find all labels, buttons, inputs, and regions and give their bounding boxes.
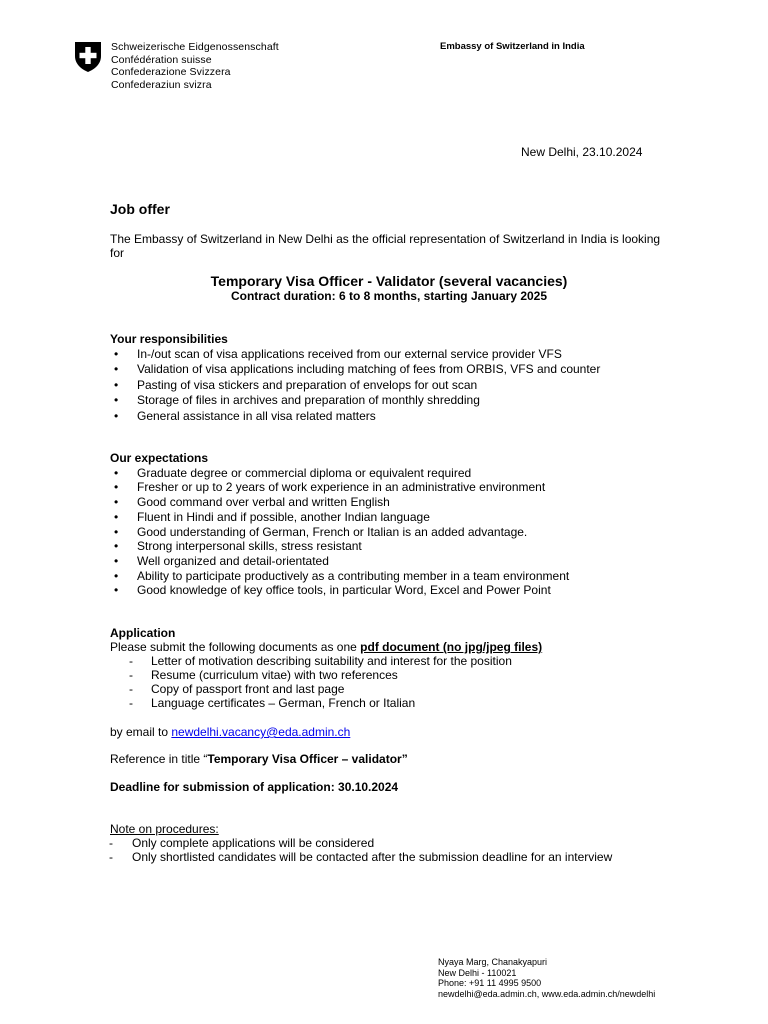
list-item: - Copy of passport front and last page xyxy=(129,682,345,696)
list-item: • Fresher or up to 2 years of work experience in an administrative environment xyxy=(114,480,546,495)
list-item: - Language certificates – German, French or Italian xyxy=(129,696,416,710)
email-line: by email to newdelhi.vacancy@eda.admin.ch xyxy=(110,725,351,739)
position-title-block xyxy=(110,273,668,303)
embassy-address-footer xyxy=(438,957,655,999)
bullet-icon: • xyxy=(114,377,119,392)
vacancy-email-link[interactable]: newdelhi.vacancy@eda.admin.ch xyxy=(171,725,351,739)
list-item: • Strong interpersonal skills, stress resistant xyxy=(114,539,362,554)
responsibilities-list xyxy=(110,347,600,425)
list-item: - Only shortlisted candidates will be contacted after the submission deadline for an interview xyxy=(109,850,613,864)
dash-icon: - xyxy=(129,668,133,682)
address-city: New Delhi - 110021 xyxy=(438,967,517,978)
responsibilities-heading: Your responsibilities xyxy=(110,332,228,346)
reference-line: Reference in title “Temporary Visa Officer – validator” xyxy=(110,752,408,766)
document-date: New Delhi, 23.10.2024 xyxy=(521,145,643,159)
application-section xyxy=(110,626,542,710)
contract-duration: Contract duration: 6 to 8 months, starting January 2025 xyxy=(230,289,548,303)
confederation-line-rm: Confederaziun svizra xyxy=(111,78,212,91)
reference-title: Temporary Visa Officer – validator” xyxy=(207,752,408,766)
note-heading: Note on procedures: xyxy=(110,822,219,836)
bullet-icon: • xyxy=(114,524,119,539)
list-item: • Good understanding of German, French or Italian is an added advantage. xyxy=(114,524,528,539)
bullet-icon: • xyxy=(114,509,119,524)
list-item: • Good knowledge of key office tools, in particular Word, Excel and Power Point xyxy=(114,583,551,598)
bullet-icon: • xyxy=(114,346,119,361)
confederation-line-fr: Confédération suisse xyxy=(111,53,212,66)
swiss-emblem-logo xyxy=(74,41,102,78)
bullet-icon: • xyxy=(114,583,119,598)
address-phone: Phone: +91 11 4995 9500 xyxy=(438,978,542,988)
confederation-line-it: Confederazione Svizzera xyxy=(111,66,231,78)
confederation-names xyxy=(111,41,279,91)
submit-instructions: Please submit the following documents as one pdf document (no jpg/jpeg files) xyxy=(110,640,543,654)
bullet-icon: • xyxy=(114,495,119,510)
dash-icon: - xyxy=(109,850,113,864)
dash-icon: - xyxy=(109,836,113,850)
list-item: • Ability to participate productively as a contributing member in a team environment xyxy=(114,568,570,583)
documents-list xyxy=(110,654,542,710)
expectations-list xyxy=(110,466,569,598)
confederation-line-de: Schweizerische Eidgenossenschaft xyxy=(111,41,279,53)
list-item: • In-/out scan of visa applications received from our external service provider VFS xyxy=(114,346,562,361)
responsibilities-section xyxy=(110,332,600,424)
list-item: • Pasting of visa stickers and preparation of envelops for out scan xyxy=(114,377,478,392)
list-item: • Well organized and detail-orientated xyxy=(114,553,329,568)
dash-icon: - xyxy=(129,654,133,668)
bullet-icon: • xyxy=(114,408,119,423)
intro-paragraph: The Embassy of Switzerland in New Delhi as the official representation of Switzerland in India is looking for xyxy=(110,232,661,260)
list-item: • Good command over verbal and written English xyxy=(114,495,390,510)
dash-icon: - xyxy=(129,696,133,710)
list-item: • Fluent in Hindi and if possible, another Indian language xyxy=(114,509,430,524)
application-heading: Application xyxy=(110,626,176,640)
bullet-icon: • xyxy=(114,568,119,583)
swiss-cross-shield-icon xyxy=(74,41,102,73)
list-item: • General assistance in all visa related matters xyxy=(114,408,376,423)
expectations-section xyxy=(110,451,569,598)
expectations-heading: Our expectations xyxy=(110,451,209,465)
bullet-icon: • xyxy=(114,539,119,554)
address-contact: newdelhi@eda.admin.ch, www.eda.admin.ch/newdelhi xyxy=(438,988,656,999)
list-item: - Resume (curriculum vitae) with two references xyxy=(129,668,398,682)
pdf-format-requirement: pdf document (no jpg/jpeg files) xyxy=(360,640,543,654)
bullet-icon: • xyxy=(114,393,119,408)
bullet-icon: • xyxy=(114,553,119,568)
deadline: Deadline for submission of application: 30.10.2024 xyxy=(110,780,399,794)
bullet-icon: • xyxy=(114,480,119,495)
list-item: • Graduate degree or commercial diploma or equivalent required xyxy=(114,465,472,480)
bullet-icon: • xyxy=(114,465,119,480)
address-street: Nyaya Marg, Chanakyapuri xyxy=(438,957,548,967)
list-item: - Only complete applications will be considered xyxy=(109,836,375,850)
list-item: • Storage of files in archives and preparation of monthly shredding xyxy=(114,393,480,408)
bullet-icon: • xyxy=(114,362,119,377)
list-item: - Letter of motivation describing suitability and interest for the position xyxy=(129,654,512,668)
position-title: Temporary Visa Officer - Validator (several vacancies) xyxy=(210,273,568,289)
embassy-header: Embassy of Switzerland in India xyxy=(440,41,585,52)
list-item: • Validation of visa applications including matching of fees from ORBIS, VFS and counter xyxy=(114,362,601,377)
note-section xyxy=(110,822,640,864)
job-offer-heading: Job offer xyxy=(110,201,170,217)
dash-icon: - xyxy=(129,682,133,696)
note-list xyxy=(109,836,640,864)
